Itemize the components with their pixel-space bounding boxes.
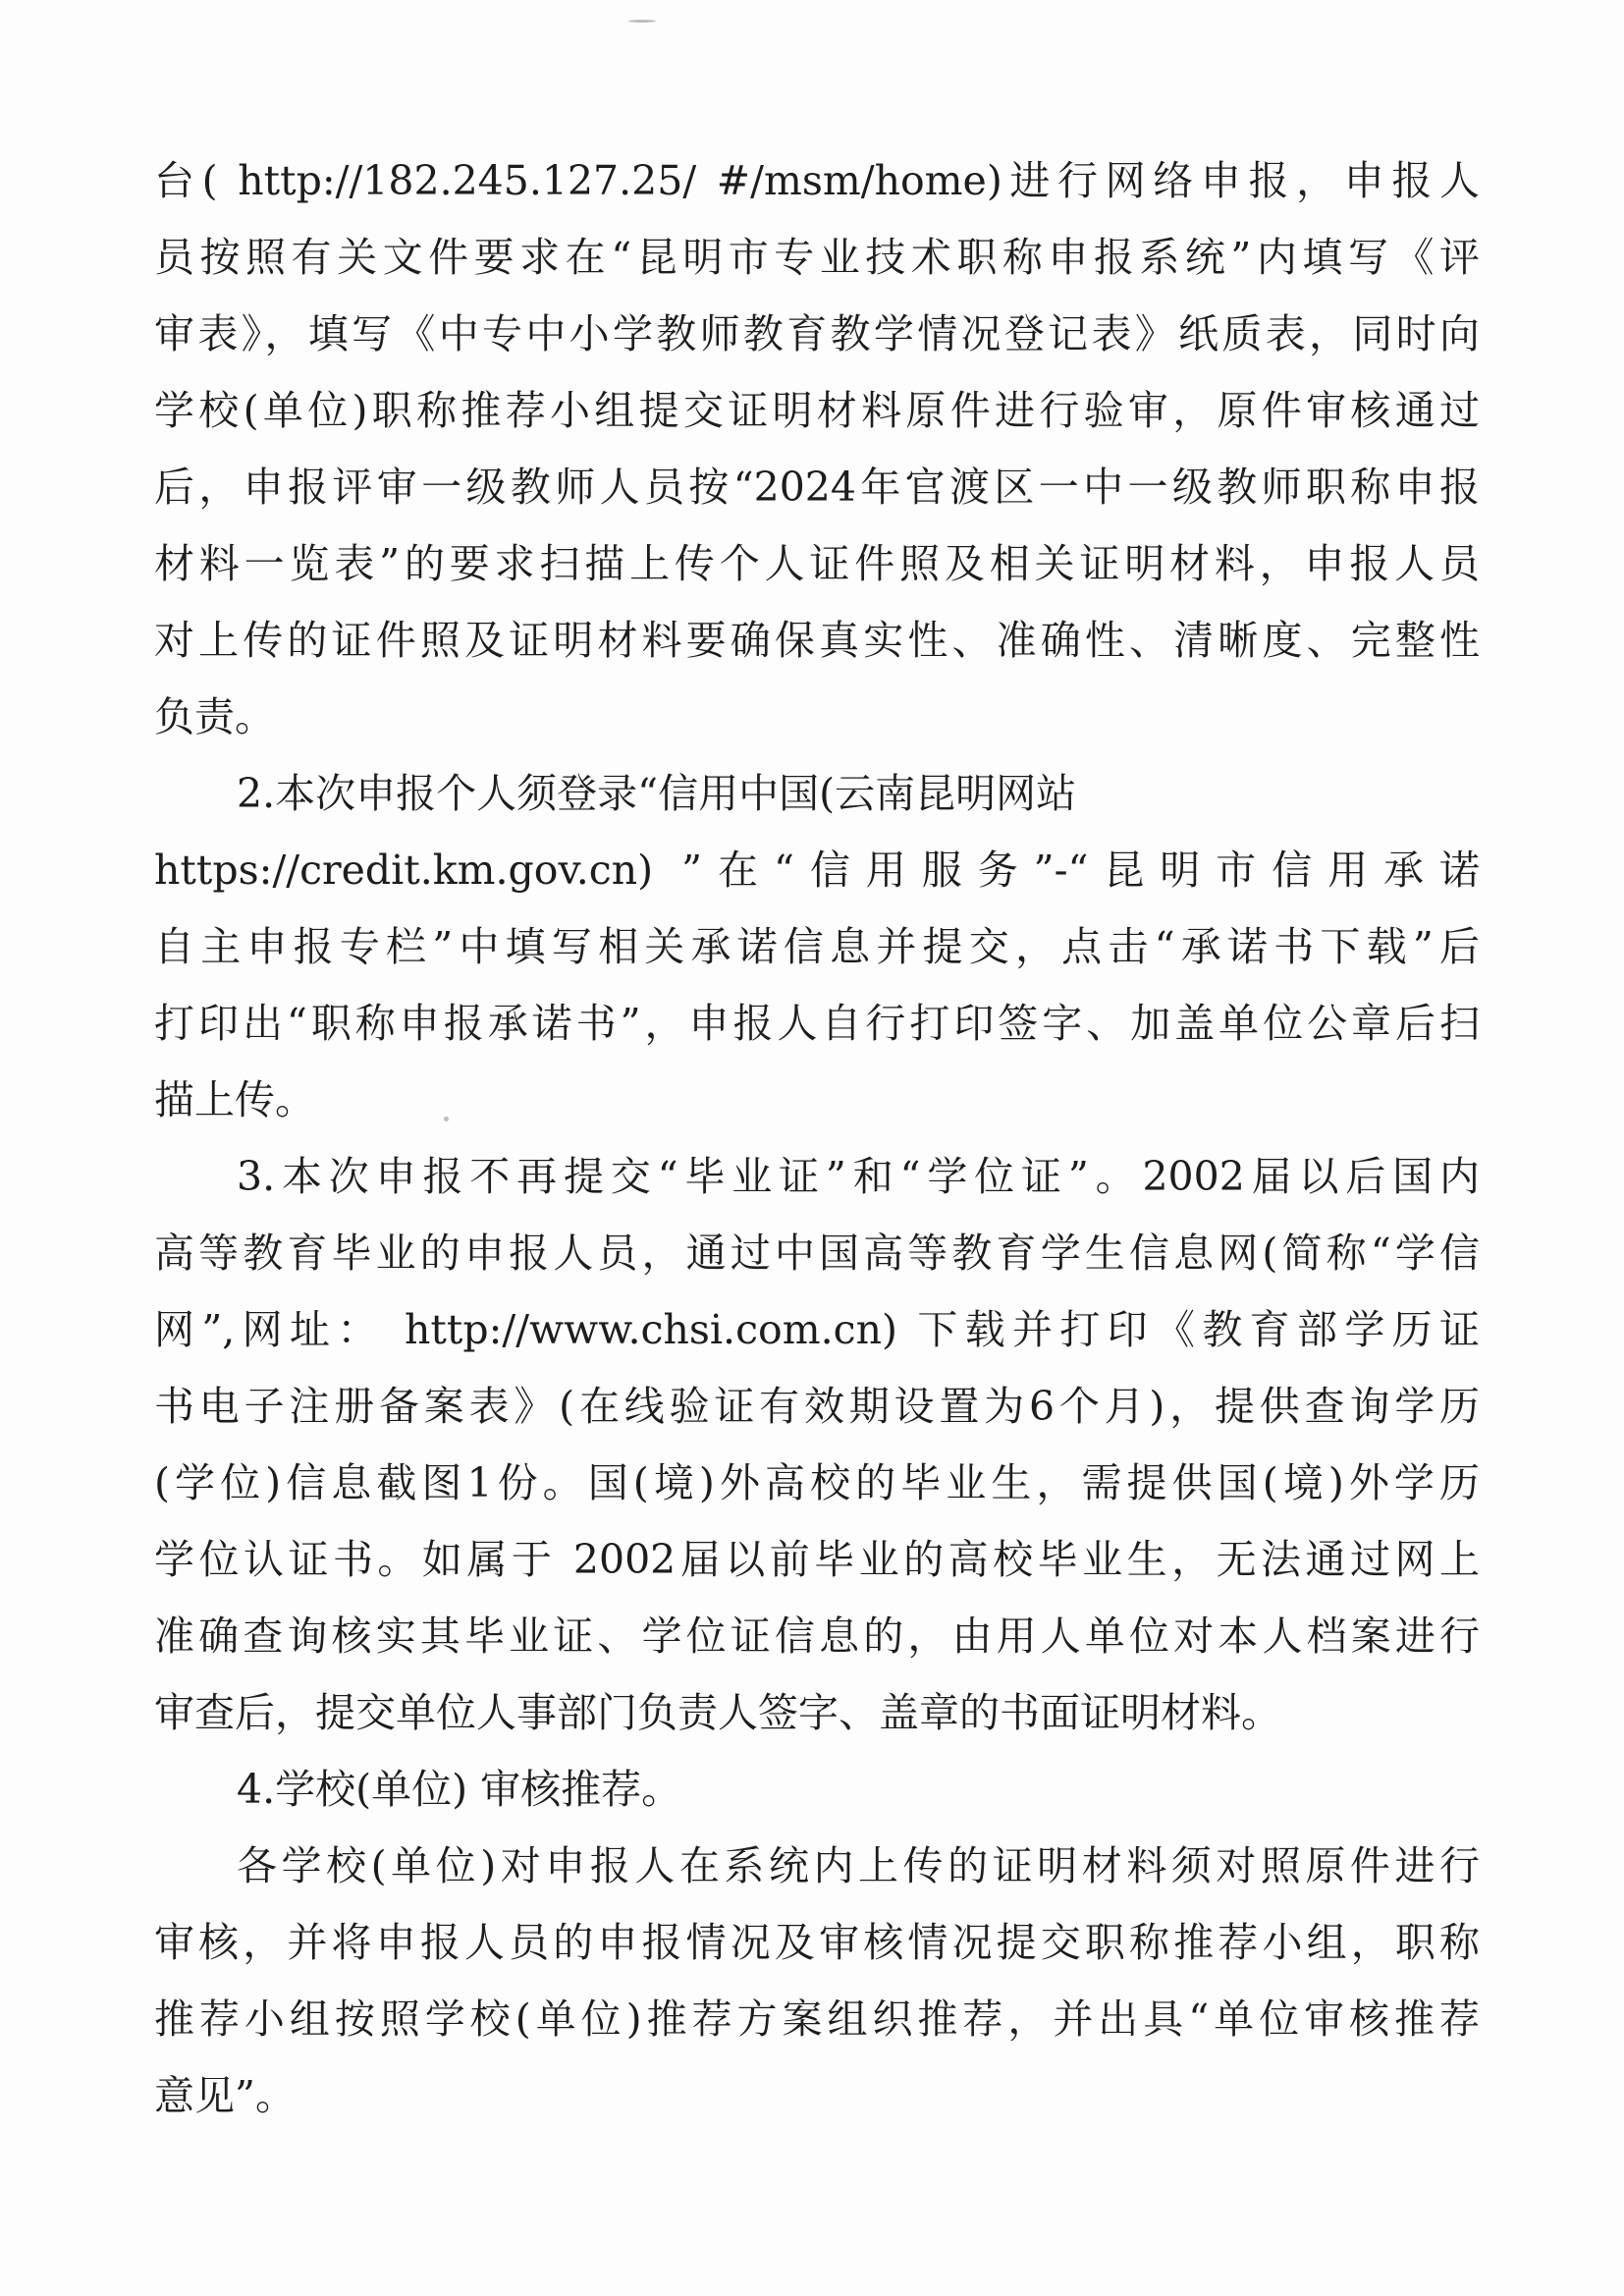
text-line: 书电子注册备案表》(在线验证有效期设置为6个月)，提供查询学历 [154, 1383, 1480, 1430]
text-line: 台( http://182.245.127.25/ #/msm/home)进行网络申报，申报人 [154, 157, 1480, 204]
text-line: 描上传。 [154, 1076, 315, 1123]
text-line: 3.本次申报不再提交“毕业证”和“学位证”。2002届以后国内 [237, 1153, 1480, 1200]
text-line: 学校(单位)职称推荐小组提交证明材料原件进行验审，原件审核通过 [154, 387, 1480, 434]
text-line: 意见”。 [154, 2072, 296, 2119]
text-line: 高等教育毕业的申报人员，通过中国高等教育学生信息网(简称“学信 [154, 1230, 1480, 1277]
text-line: 2.本次申报个人须登录“信用中国(云南昆明网站 [237, 770, 1077, 817]
text-line: 推荐小组按照学校(单位)推荐方案组织推荐，并出具“单位审核推荐 [154, 1995, 1480, 2043]
text-line: (学位)信息截图1份。国(境)外高校的毕业生，需提供国(境)外学历 [154, 1459, 1480, 1506]
text-line: 各学校(单位)对申报人在系统内上传的证明材料须对照原件进行 [237, 1842, 1480, 1889]
text-line: 自主申报专栏”中填写相关承诺信息并提交，点击“承诺书下载”后 [154, 923, 1480, 970]
text-line: 准确查询核实其毕业证、学位证信息的，由用人单位对本人档案进行 [154, 1613, 1480, 1660]
text-line: 负责。 [154, 693, 275, 740]
scan-speck [628, 20, 656, 23]
body-text [154, 142, 1480, 2134]
text-line: 员按照有关文件要求在“昆明市专业技术职称申报系统”内填写《评 [154, 234, 1480, 281]
text-line: 对上传的证件照及证明材料要确保真实性、准确性、清晰度、完整性 [154, 617, 1480, 664]
text-line: 4.学校(单位) 审核推荐。 [237, 1766, 682, 1813]
text-line: 审核，并将申报人员的申报情况及审核情况提交职称推荐小组，职称 [154, 1919, 1480, 1966]
text-line: 网”,网址： http://www.chsi.com.cn) 下载并打印《教育部学历证 [154, 1306, 1480, 1353]
text-line: 打印出“职称申报承诺书”，申报人自行打印签字、加盖单位公章后扫 [154, 1000, 1480, 1047]
text-line: 后，申报评审一级教师人员按“2024年官渡区一中一级教师职称申报 [154, 464, 1480, 511]
text-line: https://credit.km.gov.cn) ”在“信用服务”-“昆明市信用承诺 [154, 847, 1480, 894]
text-line: 审表》，填写《中专中小学教师教育教学情况登记表》纸质表，同时向 [154, 310, 1480, 357]
text-line: 审查后，提交单位人事部门负责人签字、盖章的书面证明材料。 [154, 1689, 1281, 1736]
text-line: 学位认证书。如属于 2002届以前毕业的高校毕业生，无法通过网上 [154, 1536, 1480, 1583]
text-line: 材料一览表”的要求扫描上传个人证件照及相关证明材料，申报人员 [154, 540, 1480, 587]
